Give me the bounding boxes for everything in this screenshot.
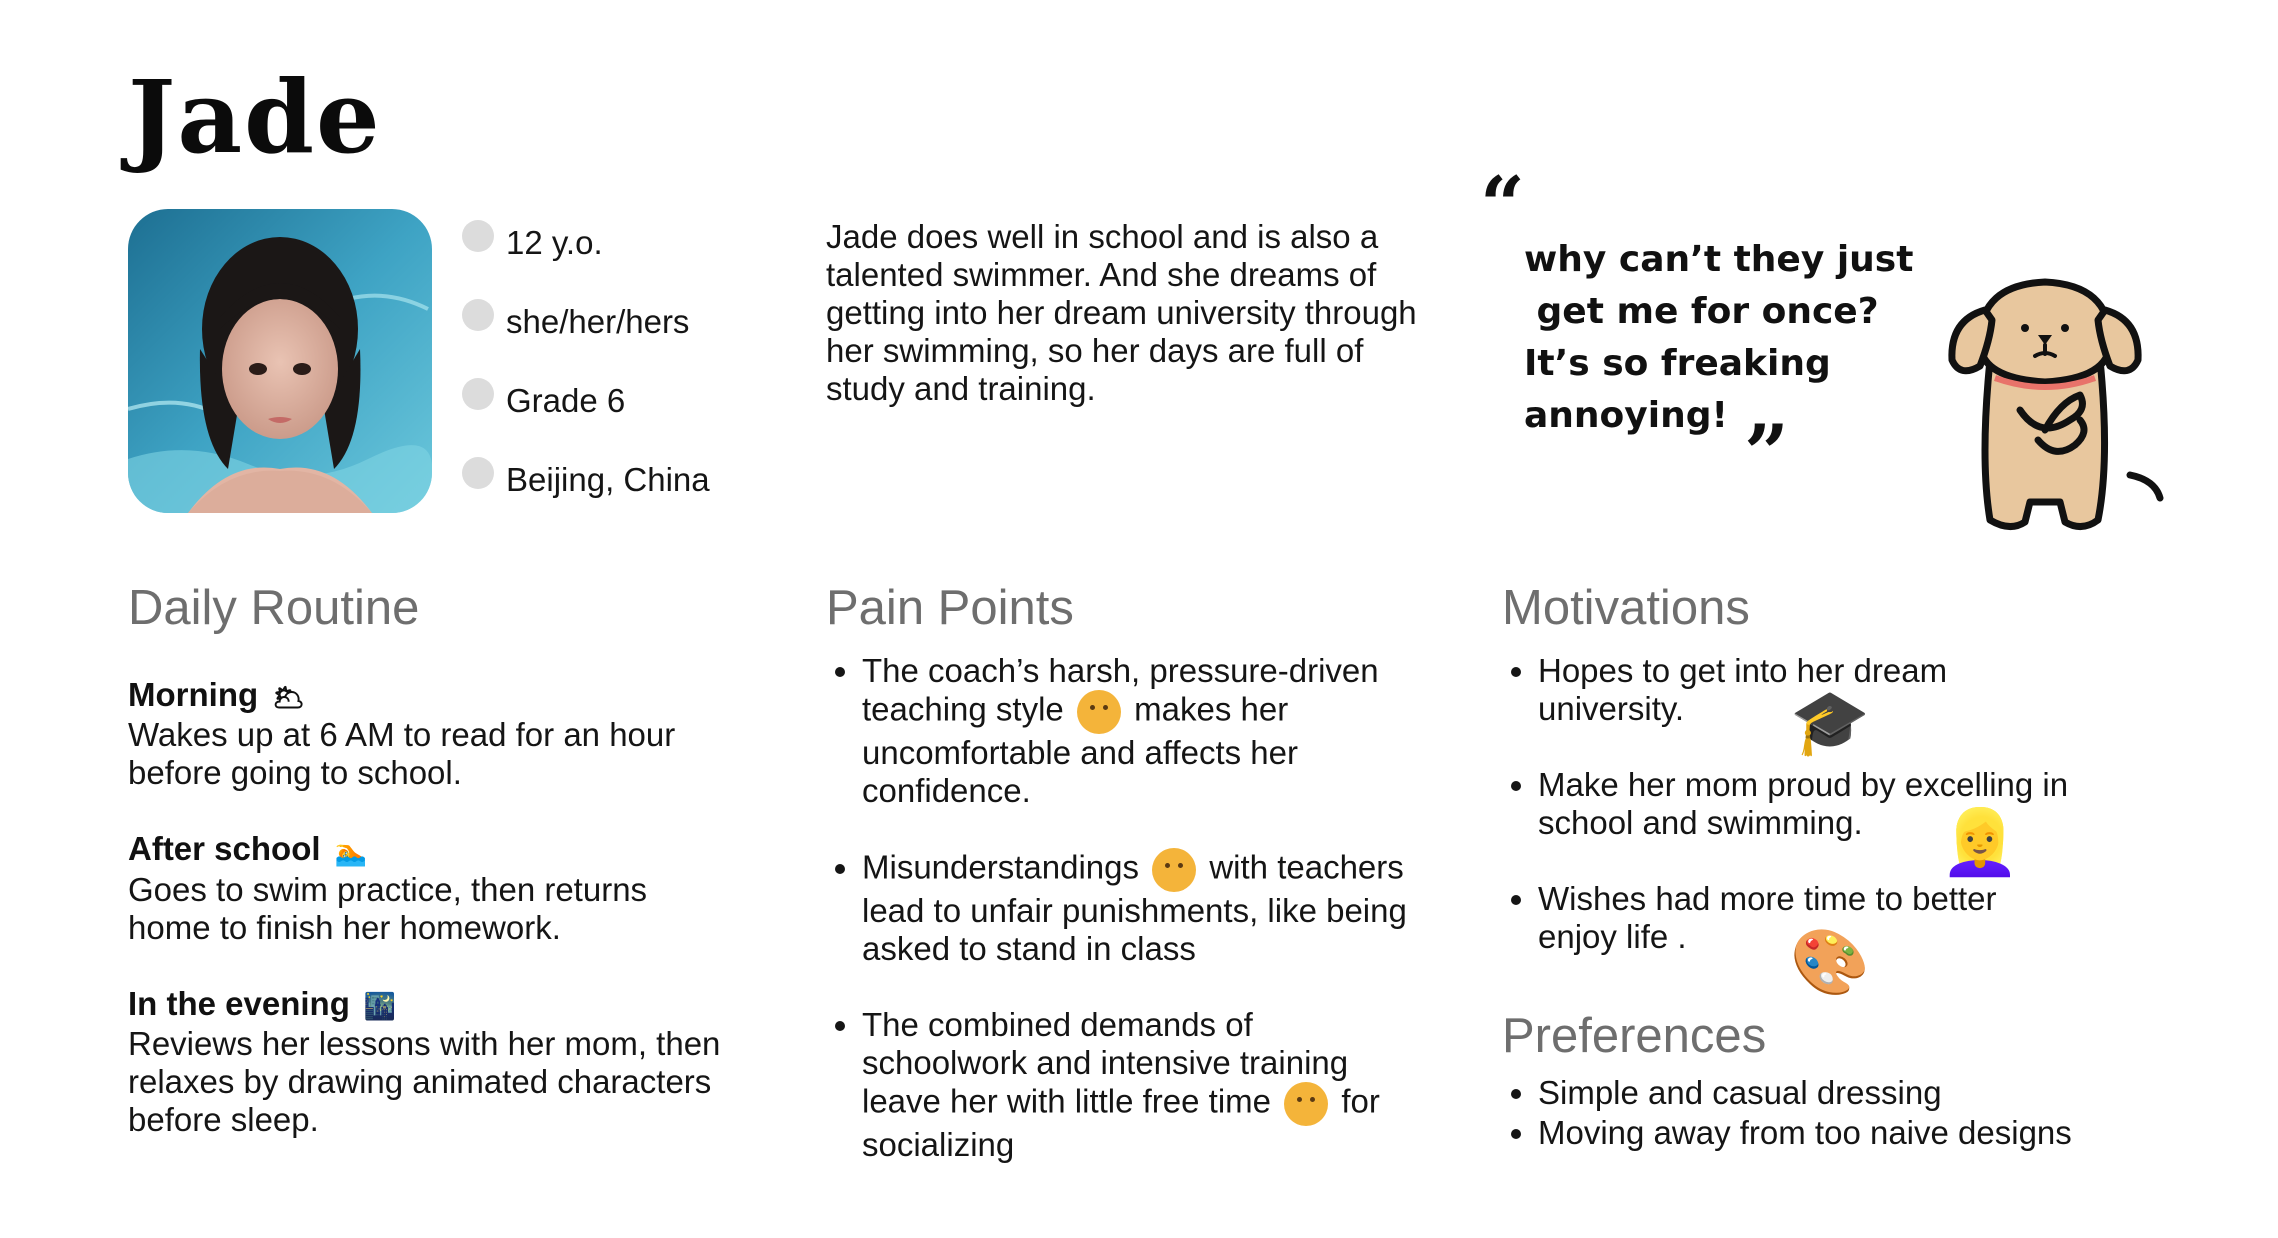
pain-points-section (826, 580, 1426, 1202)
routine-slot-evening (128, 985, 728, 1139)
list-item: • The coach’s harsh, pressure-driven teaching style makes her uncomfortable and affects her confidence. (862, 652, 1426, 810)
list-item: • Hopes to get into her dream university. (1538, 652, 2078, 728)
slot-title: In the evening (128, 984, 350, 1022)
dog-illustration (1940, 270, 2170, 545)
daily-routine-section (128, 580, 728, 1177)
list-item: • The combined demands of schoolwork and intensive training leave her with little free time for socializing (862, 1006, 1426, 1164)
slot-text: Goes to swim practice, then returns home to finish her homework. (128, 870, 648, 946)
confounded-face-icon (1077, 690, 1121, 734)
bullet-dot-icon (462, 457, 494, 489)
preferences-section (1502, 1074, 2122, 1154)
pensive-face-icon (1284, 1082, 1328, 1126)
persona-quote (1524, 234, 1913, 442)
quote-close-mark: ” (1744, 408, 1789, 499)
quote-line: why can’t they just (1524, 239, 1914, 280)
section-title: Preferences (1502, 1009, 1767, 1063)
quote-line: get me for once? (1524, 291, 1879, 332)
quote-line: annoying! (1524, 395, 1728, 436)
slot-title: After school (128, 830, 321, 868)
bullet-dot-icon (462, 299, 494, 331)
list-item: • Moving away from too naive designs (1538, 1114, 2122, 1152)
slot-title: Morning (128, 676, 259, 713)
cloud-sun-icon: 🌥 (272, 682, 306, 713)
graduation-cap-icon: 🎓 (1790, 686, 1870, 758)
night-city-icon: 🌃 (363, 990, 397, 1021)
list-item: • Misunderstandings with teachers lead to unfair punishments, like being asked to stand in class (862, 848, 1426, 968)
routine-slot-morning (128, 676, 728, 792)
persona-bio: Jade does well in school and is also a talented swimmer. And she dreams of getting into her dream university through her swimming, so her days are full of study and training. (826, 218, 1417, 407)
list-item: • Make her mom proud by excelling in school and swimming. (1538, 766, 2078, 842)
confused-face-icon (1152, 848, 1196, 892)
quote-line: It’s so freaking (1524, 343, 1831, 384)
quote-open-mark: “ (1480, 160, 1525, 251)
section-title: Motivations (1502, 581, 1750, 635)
swimmer-icon: 🏊 (334, 836, 367, 867)
list-item: • Wishes had more time to better enjoy life . (1538, 880, 2078, 956)
blonde-woman-icon: 👱‍♀️ (1940, 806, 2020, 878)
slot-text: Reviews her lessons with her mom, then relaxes by drawing animated characters before sleep. (128, 1024, 721, 1138)
bullet-dot-icon (462, 220, 494, 252)
slot-text: Wakes up at 6 AM to read for an hour before going to school. (128, 716, 676, 792)
section-title: Pain Points (826, 581, 1074, 635)
list-item: • Simple and casual dressing (1538, 1074, 2122, 1112)
persona-name: Jade (128, 58, 382, 176)
bullet-dot-icon (462, 378, 494, 410)
motivations-section (1502, 580, 2069, 998)
artist-palette-icon: 🎨 (1790, 926, 1870, 998)
section-title: Daily Routine (128, 581, 420, 635)
routine-slot-after-school (128, 830, 728, 946)
persona-photo (128, 209, 432, 513)
